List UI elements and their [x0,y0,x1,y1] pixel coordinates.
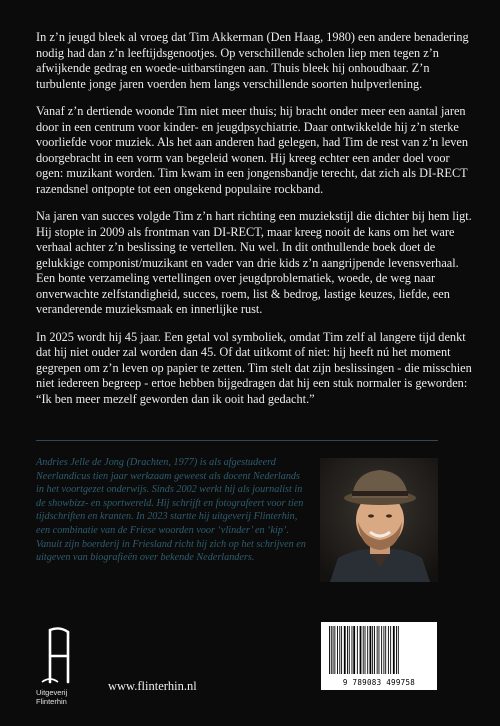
publisher-name [36,688,67,706]
isbn-number: 9 789083 499758 [342,678,416,687]
blurb-paragraph-4: In 2025 wordt hij 45 jaar. Een getal vol symboliek, omdat Tim zelf al langere tijd denkt dat hij niet ouder zal worden dan 45. Of dat uitkomt of niet: hij heeft nú het moment gegrepen om z’n leven op papier te zetten. Tim stelt dat zijn beslissingen - die misschien niet iedereen begreep - ertoe hebben bijgedragen dat hij een stuk normaler is geworden: “Ik ben meer mezelf geworden dan ik ooit had gedacht.” [36,329,472,406]
blurb-paragraph-2: Vanaf z’n dertiende woonde Tim niet meer thuis; hij bracht onder meer een aantal jaren door in een centrum voor kinder- en jeugdpsychiatrie. Daar ontwikkelde hij z’n sterke voorliefde voor muziek. Als het aan anderen had gelegen, had Tim de rest van z’n leven doorgebracht in een vorm van begeleid wonen. Hij kreeg echter een ander doel voor ogen: muzikant worden. Tim kwam in een jongensbandje terecht, dat zich als DI-RECT razendsnel ontpopte tot een ongekend populaire rockband. [36,104,468,196]
blurb-paragraph-3: Na jaren van succes volgde Tim z’n hart richting een muziekstijl die dichter bij hem ligt. Hij stopte in 2009 als frontman van DI-RECT, maar kreeg nooit de kans om het ware verhaal achter z’n beslissing te vertellen. Nu wel. In dit onthullende boek doet de gelukkige componist/muzikant en vader van drie kids z’n aangrijpende levensverhaal. Een bonte verzameling vertellingen over jeugdproblematiek, woede, de weg naar onverwachte zelfstandigheid, succes, roem, list & bedrog, lastige keuzes, liefde, een veranderende muzieksmaak en innerlijke rust. [36,209,472,316]
website-url: www.flinterhin.nl [108,679,197,693]
publisher-line-2: Flinterhin [36,697,67,706]
author-bio: Andries Jelle de Jong (Drachten, 1977) is als afgestudeerd Neerlandicus tien jaar werkzaam geweest als docent Nederlands in het voortgezet onderwijs. Sinds 2002 werkt hij als journalist in de showbizz- en sportwereld. Hij schrijft en fotografeert voor tien tijdschriften en kranten. In 2023 startte hij uitgeverij Flinterhin, een combinatie van de Friese woorden voor ‘vlinder’ en ‘kip’. Vanuit zijn boerderij in Friesland richt hij zich op het schrijven en uitgeven van biografieën over bekende Nederlanders. [36,457,306,564]
author-photo [320,458,438,582]
barcode-bars [325,626,433,676]
publisher-line-1: Uitgeverij [36,688,68,697]
blurb-paragraph-1: In z’n jeugd bleek al vroeg dat Tim Akkerman (Den Haag, 1980) een andere benadering nodig had dan z’n leeftijdsgenootjes. Op verschillende scholen liep men tegen z’n afwijkende gedrag en woede-uitbarstingen aan. Thuis bleek hij onhoudbaar. Z’n turbulente jonge jaren voerden hem langs verschillende soorten hulpverlening. [36,30,469,91]
publisher-logo [36,626,84,686]
blurb [36,30,474,419]
barcode [321,622,437,690]
section-divider [36,440,438,441]
